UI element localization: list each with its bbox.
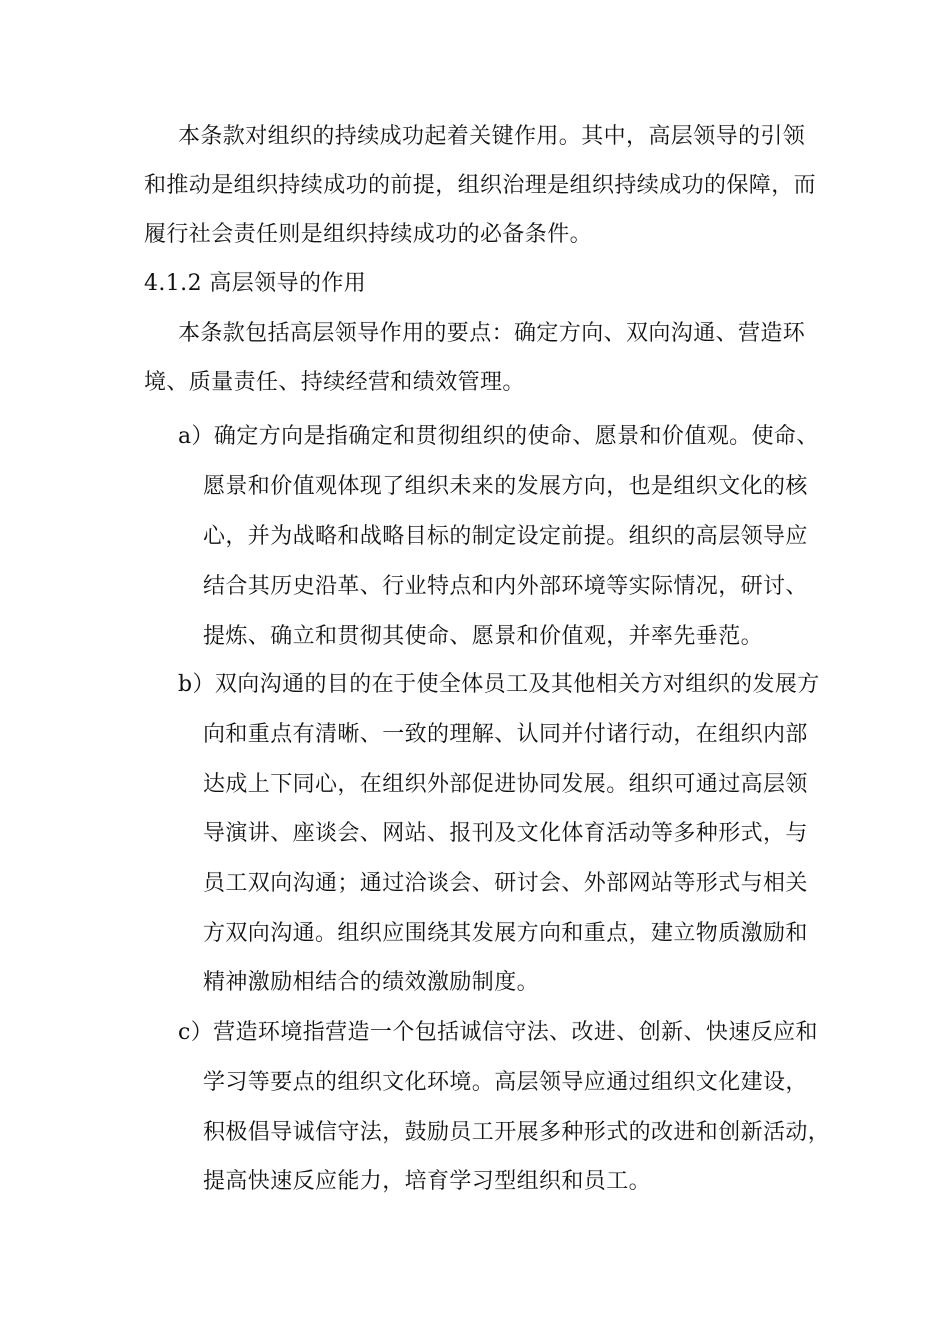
section-intro-line-2: 境、质量责任、持续经营和绩效管理。 bbox=[144, 370, 525, 395]
item-b-line-7: 精神激励相结合的绩效激励制度。 bbox=[203, 970, 540, 995]
intro-line-3: 履行社会责任则是组织持续成功的必备条件。 bbox=[144, 222, 593, 247]
section-intro-line-1: 本条款包括高层领导作用的要点：确定方向、双向沟通、营造环 bbox=[178, 321, 806, 346]
item-c-line-2: 学习等要点的组织文化环境。高层领导应通过组织文化建设， bbox=[203, 1070, 808, 1095]
section-heading: 4.1.2 高层领导的作用 bbox=[144, 271, 367, 296]
item-a-line-2: 愿景和价值观体现了组织未来的发展方向，也是组织文化的核 bbox=[203, 474, 808, 499]
item-b-line-4: 导演讲、座谈会、网站、报刊及文化体育活动等多种形式，与 bbox=[203, 821, 808, 846]
item-a-line-1: a）确定方向是指确定和贯彻组织的使命、愿景和价值观。使命、 bbox=[178, 424, 819, 449]
item-b-line-6: 方双向沟通。组织应围绕其发展方向和重点，建立物质激励和 bbox=[203, 921, 808, 946]
item-b-line-2: 向和重点有清晰、一致的理解、认同并付诸行动，在组织内部 bbox=[203, 722, 808, 747]
item-b-line-1: b）双向沟通的目的在于使全体员工及其他相关方对组织的发展方 bbox=[178, 672, 820, 697]
item-a-line-5: 提炼、确立和贯彻其使命、愿景和价值观，并率先垂范。 bbox=[203, 624, 764, 649]
intro-line-2: 和推动是组织持续成功的前提，组织治理是组织持续成功的保障，而 bbox=[144, 173, 817, 198]
item-c-line-4: 提高快速反应能力，培育学习型组织和员工。 bbox=[203, 1169, 652, 1194]
item-a-line-4: 结合其历史沿革、行业特点和内外部环境等实际情况，研讨、 bbox=[203, 574, 808, 599]
item-c-line-1: c）营造环境指营造一个包括诚信守法、改进、创新、快速反应和 bbox=[178, 1020, 818, 1045]
intro-line-1: 本条款对组织的持续成功起着关键作用。其中，高层领导的引领 bbox=[178, 124, 806, 149]
item-b-line-3: 达成上下同心，在组织外部促进协同发展。组织可通过高层领 bbox=[203, 772, 808, 797]
item-c-line-3: 积极倡导诚信守法，鼓励员工开展多种形式的改进和创新活动， bbox=[203, 1120, 831, 1145]
item-a-line-3: 心，并为战略和战略目标的制定设定前提。组织的高层领导应 bbox=[203, 524, 808, 549]
item-b-line-5: 员工双向沟通；通过洽谈会、研讨会、外部网站等形式与相关 bbox=[203, 871, 808, 896]
